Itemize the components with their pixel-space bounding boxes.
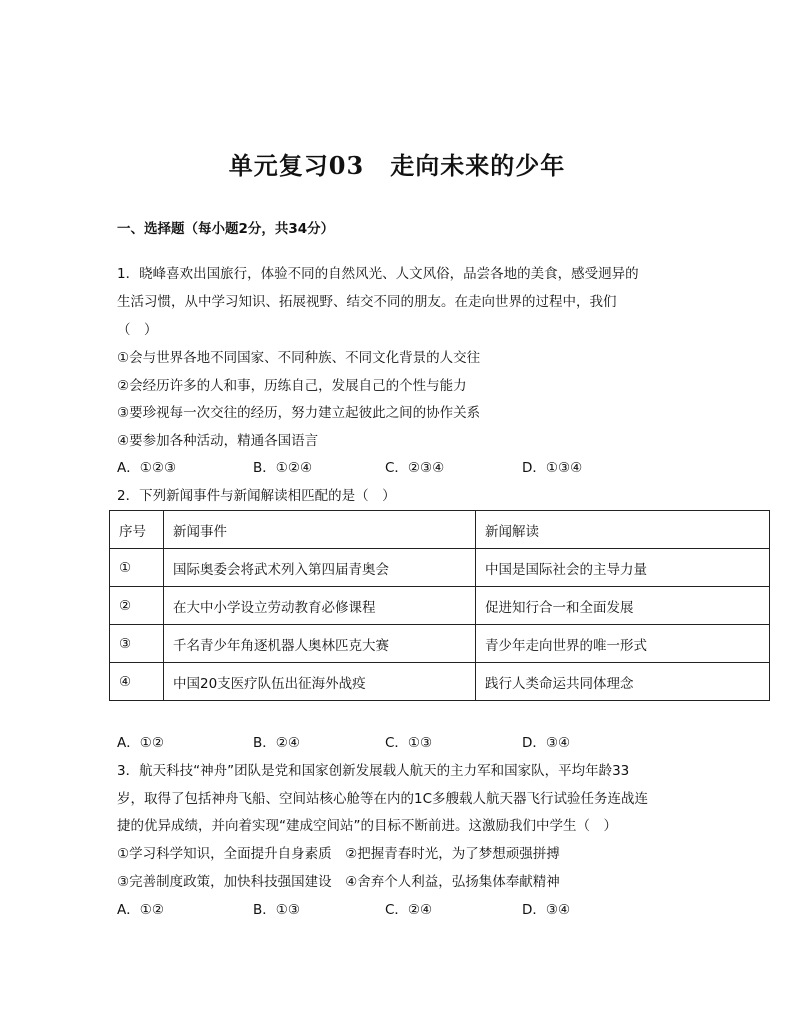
q1-stem-line-1: 1．晓峰喜欢出国旅行，体验不同的自然风光、人文风俗，品尝各地的美食，感受迥异的 [117, 266, 639, 282]
q1-statement-3: ③要珍视每一次交往的经历，努力建立起彼此之间的协作关系 [117, 405, 481, 421]
row-event: 国际奥委会将武术列入第四届青奥会 [164, 549, 476, 587]
q3-option-d[interactable]: D．③④ [522, 902, 571, 918]
q1-statement-2: ②会经历许多的人和事，历练自己，发展自己的个性与能力 [117, 378, 467, 394]
q3-statements-line-2: ③完善制度政策，加快科技强国建设 ④舍弃个人利益，弘扬集体奉献精神 [117, 874, 560, 890]
q1-stem-line-3: （ ） [117, 322, 158, 338]
q2-option-d[interactable]: D．③④ [522, 735, 571, 751]
row-event: 千名青少年角逐机器人奥林匹克大赛 [164, 625, 476, 663]
header-event: 新闻事件 [164, 511, 476, 549]
row-event: 在大中小学设立劳动教育必修课程 [164, 587, 476, 625]
q1-option-c[interactable]: C．②③④ [385, 460, 445, 476]
title-topic: 走向未来的少年 [390, 151, 566, 180]
row-interpretation: 中国是国际社会的主导力量 [476, 549, 770, 587]
table-row [110, 663, 770, 701]
q1-stem-line-2: 生活习惯，从中学习知识、拓展视野、结交不同的朋友。在走向世界的过程中，我们 [117, 294, 617, 310]
q3-stem-line-3: 捷的优异成绩，并向着实现“建成空间站”的目标不断前进。这激励我们中学生（ ） [117, 818, 617, 834]
table-row [110, 549, 770, 587]
section-heading: 一、选择题（每小题2分，共34分） [117, 221, 335, 237]
header-number: 序号 [110, 511, 164, 549]
row-number: ① [110, 549, 164, 587]
row-interpretation: 青少年走向世界的唯一形式 [476, 625, 770, 663]
row-number: ④ [110, 663, 164, 701]
row-number: ③ [110, 625, 164, 663]
q3-option-b[interactable]: B．①③ [253, 902, 300, 918]
header-interpretation: 新闻解读 [476, 511, 770, 549]
q2-stem: 2．下列新闻事件与新闻解读相匹配的是（ ） [117, 488, 396, 504]
q3-option-c[interactable]: C．②④ [385, 902, 433, 918]
row-event: 中国20支医疗队伍出征海外战疫 [164, 663, 476, 701]
table-row [110, 587, 770, 625]
q2-option-c[interactable]: C．①③ [385, 735, 433, 751]
q2-option-a[interactable]: A．①② [117, 735, 164, 751]
q3-stem-line-1: 3．航天科技“神舟”团队是党和国家创新发展载人航天的主力军和国家队，平均年龄33 [117, 763, 630, 779]
q1-option-d[interactable]: D．①③④ [522, 460, 583, 476]
q1-statement-1: ①会与世界各地不同国家、不同种族、不同文化背景的人交往 [117, 350, 481, 366]
q3-option-a[interactable]: A．①② [117, 902, 164, 918]
page-title [0, 146, 794, 181]
title-unit: 单元复习03 [228, 151, 365, 180]
q1-option-b[interactable]: B．①②④ [253, 460, 313, 476]
row-number: ② [110, 587, 164, 625]
q1-option-a[interactable]: A．①②③ [117, 460, 177, 476]
table-row [110, 625, 770, 663]
q3-stem-line-2: 岁，取得了包括神舟飞船、空间站核心舱等在内的1C多艘载人航天器飞行试验任务连战连 [117, 791, 649, 807]
row-interpretation: 践行人类命运共同体理念 [476, 663, 770, 701]
q2-option-b[interactable]: B．②④ [253, 735, 300, 751]
q3-statements-line-1: ①学习科学知识，全面提升自身素质 ②把握青春时光，为了梦想顽强拼搏 [117, 846, 560, 862]
news-table [109, 510, 770, 701]
table-header-row [110, 511, 770, 549]
q1-statement-4: ④要参加各种活动，精通各国语言 [117, 433, 319, 449]
row-interpretation: 促进知行合一和全面发展 [476, 587, 770, 625]
